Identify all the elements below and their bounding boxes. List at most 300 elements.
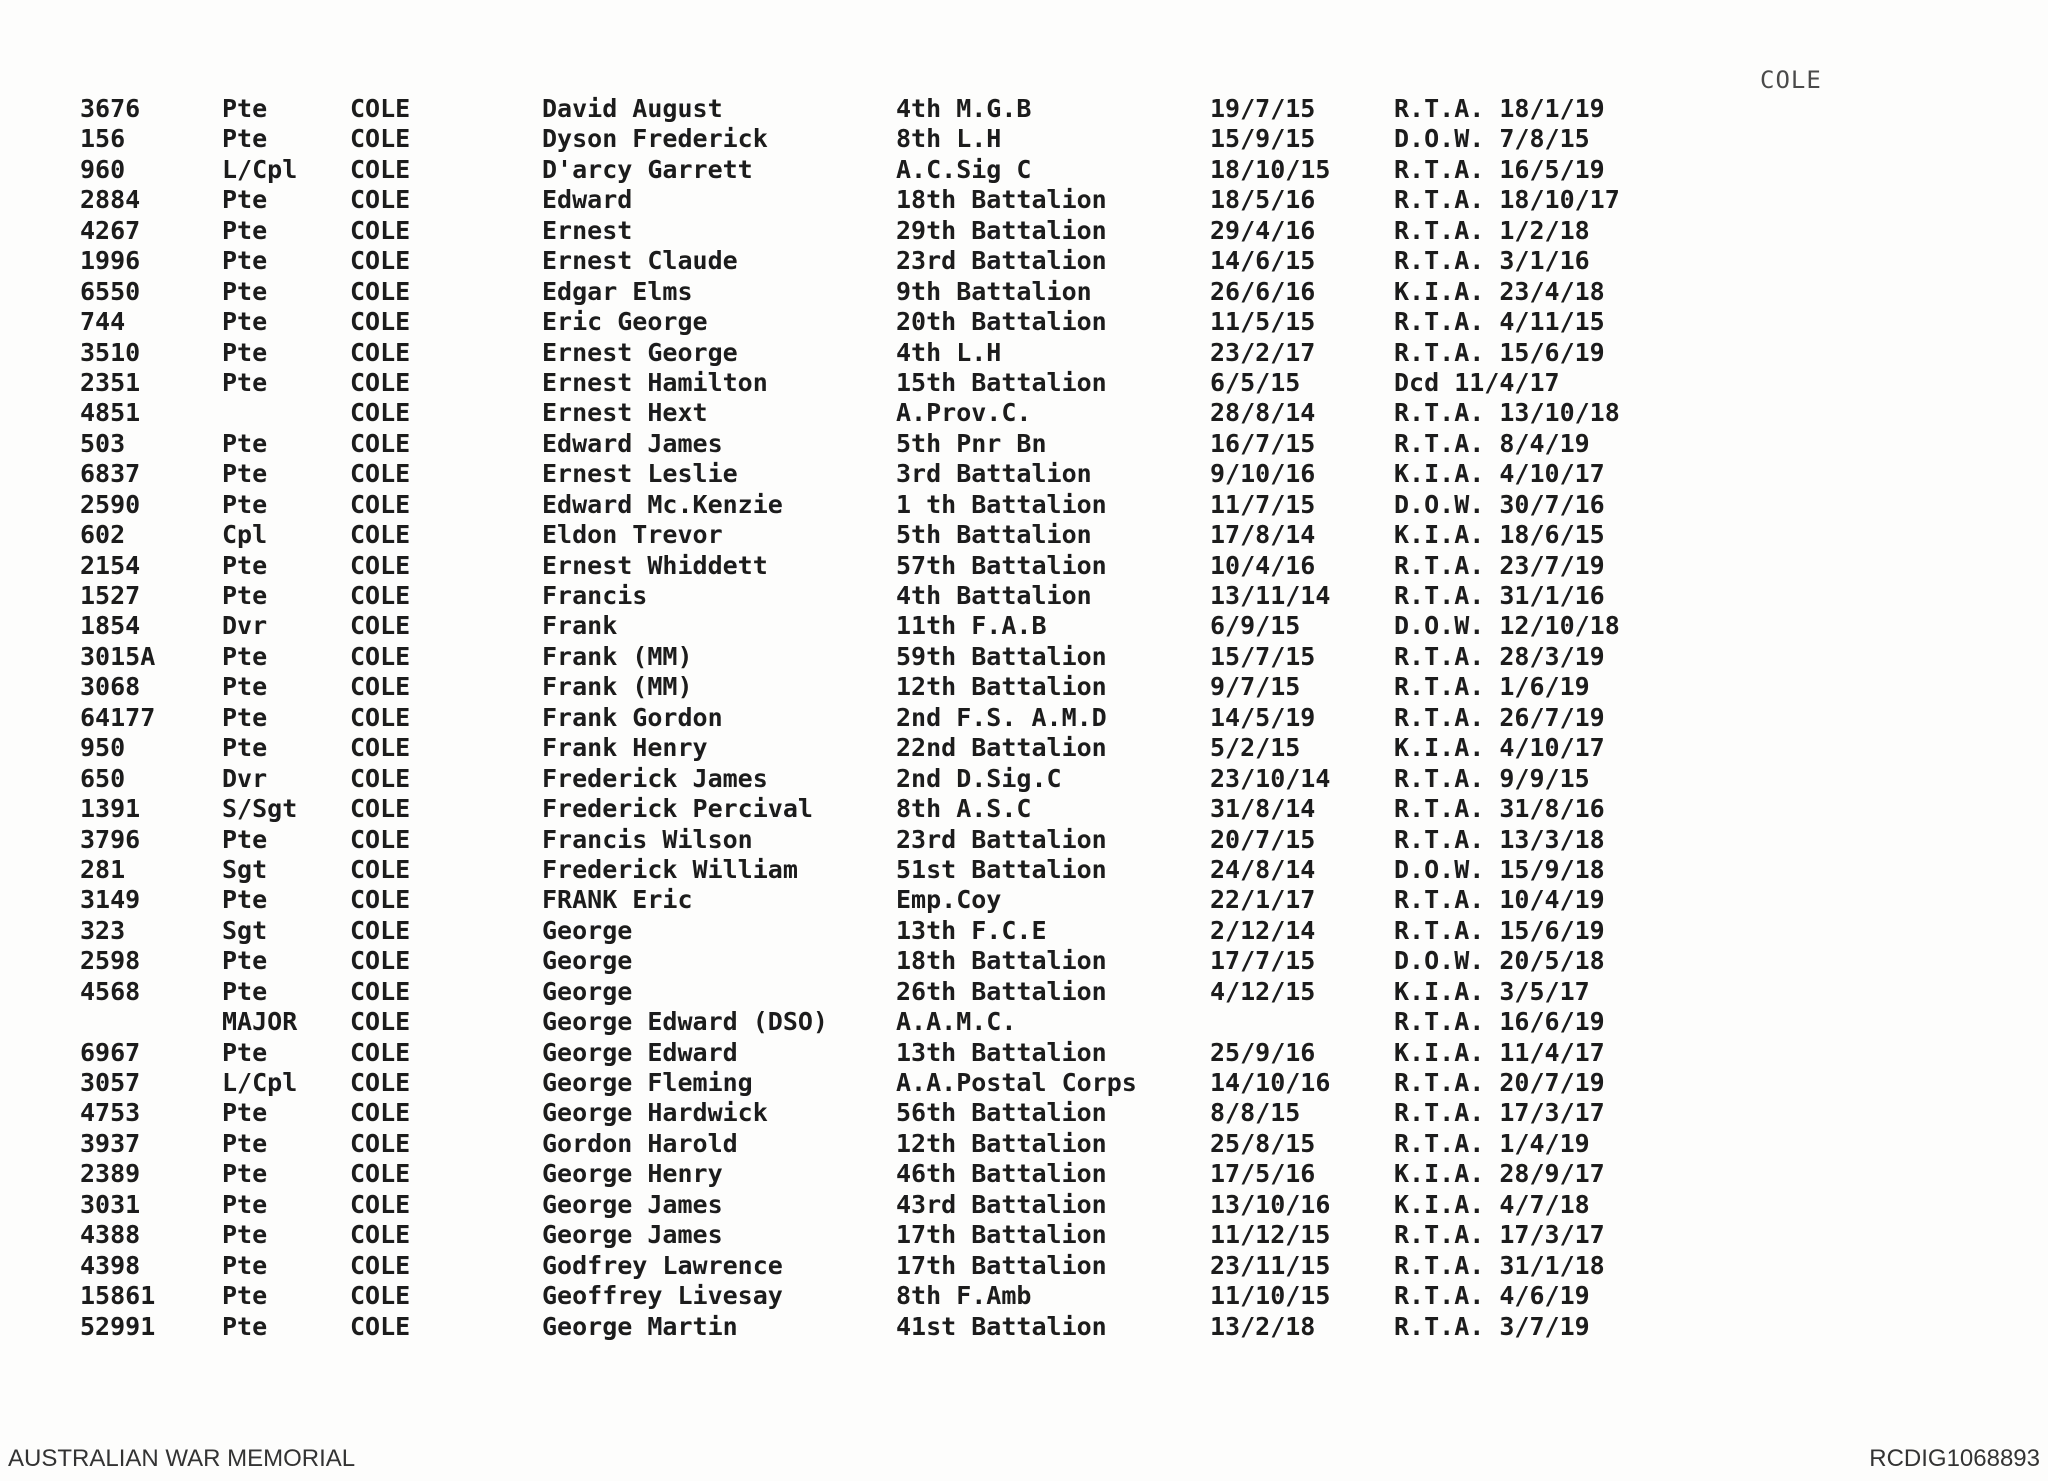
- unit: A.Prov.C.: [896, 398, 1032, 428]
- archive-credit: AUSTRALIAN WAR MEMORIAL: [8, 1445, 356, 1472]
- enlistment-date: 9/7/15: [1210, 672, 1301, 702]
- roll-row: [80, 246, 1980, 276]
- rank: Pte: [222, 307, 268, 337]
- enlistment-date: 23/11/15: [1210, 1250, 1331, 1280]
- given-names: Ernest Leslie: [542, 459, 738, 489]
- service-number: 4398: [80, 1250, 141, 1280]
- surname: COLE: [350, 459, 411, 489]
- surname: COLE: [350, 1098, 411, 1128]
- surname: COLE: [350, 1007, 411, 1037]
- fate: D.O.W. 20/5/18: [1394, 946, 1605, 976]
- roll-row: [80, 520, 1980, 550]
- given-names: Gordon Harold: [542, 1128, 738, 1158]
- given-names: George James: [542, 1189, 723, 1219]
- given-names: Edgar Elms: [542, 276, 693, 306]
- service-number: 1391: [80, 794, 141, 824]
- given-names: Frederick James: [542, 763, 768, 793]
- surname-header: COLE: [1760, 66, 1822, 94]
- rank: Pte: [222, 672, 268, 702]
- roll-row: [80, 611, 1980, 641]
- unit: 9th Battalion: [896, 276, 1092, 306]
- given-names: David August: [542, 94, 723, 123]
- rank: Pte: [222, 1220, 268, 1250]
- surname: COLE: [350, 672, 411, 702]
- surname: COLE: [350, 946, 411, 976]
- rank: Pte: [222, 976, 268, 1006]
- enlistment-date: 17/8/14: [1210, 520, 1316, 550]
- given-names: Ernest Hext: [542, 398, 708, 428]
- fate: R.T.A. 1/6/19: [1394, 672, 1590, 702]
- fate: R.T.A. 17/3/17: [1394, 1098, 1605, 1128]
- given-names: Francis Wilson: [542, 824, 753, 854]
- service-number: 3937: [80, 1128, 141, 1158]
- enlistment-date: 17/7/15: [1210, 946, 1316, 976]
- service-number: 4267: [80, 215, 141, 245]
- enlistment-date: 23/2/17: [1210, 337, 1316, 367]
- service-number: 4851: [80, 398, 141, 428]
- given-names: Geoffrey Livesay: [542, 1281, 783, 1311]
- surname: COLE: [350, 489, 411, 519]
- rank: Pte: [222, 733, 268, 763]
- enlistment-date: 5/2/15: [1210, 733, 1301, 763]
- rank: MAJOR: [222, 1007, 298, 1037]
- roll-row: [80, 368, 1980, 398]
- enlistment-date: 13/10/16: [1210, 1189, 1331, 1219]
- roll-row: [80, 1281, 1980, 1311]
- fate: R.T.A. 15/6/19: [1394, 915, 1605, 945]
- enlistment-date: 2/12/14: [1210, 915, 1316, 945]
- given-names: George Henry: [542, 1159, 723, 1189]
- fate: R.T.A. 10/4/19: [1394, 885, 1605, 915]
- surname: COLE: [350, 794, 411, 824]
- surname: COLE: [350, 976, 411, 1006]
- roll-row: [80, 1190, 1980, 1220]
- enlistment-date: 14/5/19: [1210, 702, 1316, 732]
- surname: COLE: [350, 1220, 411, 1250]
- roll-row: [80, 1220, 1980, 1250]
- fate: K.I.A. 18/6/15: [1394, 520, 1605, 550]
- roll-row: [80, 398, 1980, 428]
- fate: K.I.A. 28/9/17: [1394, 1159, 1605, 1189]
- service-number: 2351: [80, 367, 141, 397]
- enlistment-date: 16/7/15: [1210, 428, 1316, 458]
- enlistment-date: 23/10/14: [1210, 763, 1331, 793]
- unit: 29th Battalion: [896, 215, 1107, 245]
- unit: 17th Battalion: [896, 1220, 1107, 1250]
- given-names: Edward James: [542, 428, 723, 458]
- fate: R.T.A. 15/6/19: [1394, 337, 1605, 367]
- surname: COLE: [350, 550, 411, 580]
- roll-row: [80, 1129, 1980, 1159]
- service-number: 6550: [80, 276, 141, 306]
- fate: R.T.A. 13/3/18: [1394, 824, 1605, 854]
- roll-row: [80, 581, 1980, 611]
- rank: L/Cpl: [222, 1068, 298, 1097]
- unit: 4th L.H: [896, 337, 1002, 367]
- enlistment-date: 24/8/14: [1210, 854, 1316, 884]
- service-number: 4753: [80, 1098, 141, 1128]
- service-number: 323: [80, 915, 126, 945]
- roll-row: [80, 185, 1980, 215]
- fate: K.I.A. 4/10/17: [1394, 733, 1605, 763]
- given-names: D'arcy Garrett: [542, 154, 753, 184]
- unit: 18th Battalion: [896, 185, 1107, 215]
- enlistment-date: 8/8/15: [1210, 1098, 1301, 1128]
- service-number: 2884: [80, 185, 141, 215]
- enlistment-date: 31/8/14: [1210, 794, 1316, 824]
- service-number: 6837: [80, 459, 141, 489]
- given-names: Ernest Whiddett: [542, 550, 768, 580]
- given-names: George: [542, 946, 633, 976]
- given-names: George Martin: [542, 1311, 738, 1341]
- rank: Pte: [222, 581, 268, 610]
- unit: 8th A.S.C: [896, 794, 1032, 824]
- enlistment-date: 26/6/16: [1210, 276, 1316, 306]
- enlistment-date: 15/9/15: [1210, 124, 1316, 154]
- fate: R.T.A. 1/2/18: [1394, 215, 1590, 245]
- rank: Pte: [222, 1311, 268, 1341]
- given-names: Frederick William: [542, 854, 798, 884]
- enlistment-date: 11/12/15: [1210, 1220, 1331, 1250]
- enlistment-date: 11/7/15: [1210, 489, 1316, 519]
- fate: R.T.A. 31/1/18: [1394, 1250, 1605, 1280]
- rank: Pte: [222, 367, 268, 397]
- unit: 2nd D.Sig.C: [896, 763, 1062, 793]
- surname: COLE: [350, 276, 411, 306]
- fate: D.O.W. 7/8/15: [1394, 124, 1590, 154]
- given-names: George Hardwick: [542, 1098, 768, 1128]
- fate: R.T.A. 13/10/18: [1394, 398, 1620, 428]
- roll-row: [80, 551, 1980, 581]
- surname: COLE: [350, 1189, 411, 1219]
- rank: Dvr: [222, 611, 268, 641]
- given-names: George: [542, 915, 633, 945]
- rank: Pte: [222, 94, 268, 123]
- unit: 8th F.Amb: [896, 1281, 1032, 1311]
- surname: COLE: [350, 885, 411, 915]
- roll-row: [80, 124, 1980, 154]
- fate: R.T.A. 4/11/15: [1394, 307, 1605, 337]
- rank: Pte: [222, 246, 268, 276]
- given-names: George Fleming: [542, 1068, 753, 1097]
- enlistment-date: 22/1/17: [1210, 885, 1316, 915]
- surname: COLE: [350, 702, 411, 732]
- given-names: Dyson Frederick: [542, 124, 768, 154]
- rank: Pte: [222, 1037, 268, 1067]
- enlistment-date: 20/7/15: [1210, 824, 1316, 854]
- service-number: 602: [80, 520, 126, 550]
- enlistment-date: 28/8/14: [1210, 398, 1316, 428]
- given-names: Frederick Percival: [542, 794, 813, 824]
- surname: COLE: [350, 124, 411, 154]
- rank: Pte: [222, 1159, 268, 1189]
- fate: D.O.W. 15/9/18: [1394, 854, 1605, 884]
- service-number: 3149: [80, 885, 141, 915]
- given-names: Edward Mc.Kenzie: [542, 489, 783, 519]
- surname: COLE: [350, 581, 411, 610]
- rank: Pte: [222, 824, 268, 854]
- surname: COLE: [350, 763, 411, 793]
- service-number: 960: [80, 154, 126, 184]
- roll-row: [80, 672, 1980, 702]
- service-number: 2598: [80, 946, 141, 976]
- enlistment-date: 13/2/18: [1210, 1311, 1316, 1341]
- document-id: RCDIG1068893: [1869, 1445, 2040, 1472]
- roll-row: [80, 764, 1980, 794]
- rank: Pte: [222, 1281, 268, 1311]
- surname: COLE: [350, 428, 411, 458]
- fate: K.I.A. 23/4/18: [1394, 276, 1605, 306]
- roll-row: [80, 885, 1980, 915]
- given-names: FRANK Eric: [542, 885, 693, 915]
- service-number: 3068: [80, 672, 141, 702]
- roll-row: [80, 703, 1980, 733]
- unit: 26th Battalion: [896, 976, 1107, 1006]
- fate: R.T.A. 16/5/19: [1394, 154, 1605, 184]
- fate: R.T.A. 31/8/16: [1394, 794, 1605, 824]
- given-names: Frank Gordon: [542, 702, 723, 732]
- service-number: 3015A: [80, 641, 156, 671]
- fate: R.T.A. 1/4/19: [1394, 1128, 1590, 1158]
- rank: Pte: [222, 1128, 268, 1158]
- rank: Pte: [222, 276, 268, 306]
- unit: 43rd Battalion: [896, 1189, 1107, 1219]
- service-number: 503: [80, 428, 126, 458]
- roll-row: [80, 1251, 1980, 1281]
- service-number: 4568: [80, 976, 141, 1006]
- enlistment-date: 9/10/16: [1210, 459, 1316, 489]
- given-names: George Edward (DSO): [542, 1007, 828, 1037]
- surname: COLE: [350, 520, 411, 550]
- roll-row: [80, 977, 1980, 1007]
- surname: COLE: [350, 854, 411, 884]
- roll-row: [80, 1159, 1980, 1189]
- surname: COLE: [350, 1128, 411, 1158]
- roll-row: [80, 855, 1980, 885]
- enlistment-date: 18/10/15: [1210, 154, 1331, 184]
- unit: 11th F.A.B: [896, 611, 1047, 641]
- roll-row: [80, 825, 1980, 855]
- fate: R.T.A. 18/10/17: [1394, 185, 1620, 215]
- enlistment-date: 6/9/15: [1210, 611, 1301, 641]
- rank: Pte: [222, 337, 268, 367]
- unit: 57th Battalion: [896, 550, 1107, 580]
- given-names: Francis: [542, 581, 648, 610]
- rank: Pte: [222, 1098, 268, 1128]
- unit: 22nd Battalion: [896, 733, 1107, 763]
- service-number: 281: [80, 854, 126, 884]
- fate: R.T.A. 16/6/19: [1394, 1007, 1605, 1037]
- enlistment-date: 4/12/15: [1210, 976, 1316, 1006]
- rank: Cpl: [222, 520, 268, 550]
- enlistment-date: 18/5/16: [1210, 185, 1316, 215]
- given-names: George: [542, 976, 633, 1006]
- unit: A.A.M.C.: [896, 1007, 1017, 1037]
- surname: COLE: [350, 307, 411, 337]
- enlistment-date: 25/8/15: [1210, 1128, 1316, 1158]
- service-number: 1527: [80, 581, 141, 610]
- surname: COLE: [350, 733, 411, 763]
- enlistment-date: 10/4/16: [1210, 550, 1316, 580]
- fate: R.T.A. 28/3/19: [1394, 641, 1605, 671]
- surname: COLE: [350, 1250, 411, 1280]
- service-number: 64177: [80, 702, 156, 732]
- roll-row: [80, 490, 1980, 520]
- unit: 41st Battalion: [896, 1311, 1107, 1341]
- fate: K.I.A. 3/5/17: [1394, 976, 1590, 1006]
- unit: A.A.Postal Corps: [896, 1068, 1137, 1097]
- roll-row: [80, 1038, 1980, 1068]
- service-number: 3031: [80, 1189, 141, 1219]
- fate: K.I.A. 4/10/17: [1394, 459, 1605, 489]
- roll-row: [80, 94, 1980, 124]
- unit: Emp.Coy: [896, 885, 1002, 915]
- surname: COLE: [350, 1281, 411, 1311]
- unit: 4th Battalion: [896, 581, 1092, 610]
- service-number: 1996: [80, 246, 141, 276]
- rank: Pte: [222, 124, 268, 154]
- fate: Dcd 11/4/17: [1394, 367, 1560, 397]
- rank: Dvr: [222, 763, 268, 793]
- given-names: Frank: [542, 611, 618, 641]
- service-number: 4388: [80, 1220, 141, 1250]
- surname: COLE: [350, 94, 411, 123]
- service-number: 2389: [80, 1159, 141, 1189]
- fate: R.T.A. 4/6/19: [1394, 1281, 1590, 1311]
- roll-row: [80, 1098, 1980, 1128]
- roll-row: [80, 277, 1980, 307]
- rank: Sgt: [222, 915, 268, 945]
- given-names: Ernest George: [542, 337, 738, 367]
- given-names: Godfrey Lawrence: [542, 1250, 783, 1280]
- roll-row: [80, 642, 1980, 672]
- unit: 5th Pnr Bn: [896, 428, 1047, 458]
- rank: Pte: [222, 1189, 268, 1219]
- rank: L/Cpl: [222, 154, 298, 184]
- unit: 13th Battalion: [896, 1037, 1107, 1067]
- service-number: 156: [80, 124, 126, 154]
- roll-row: [80, 338, 1980, 368]
- enlistment-date: 11/10/15: [1210, 1281, 1331, 1311]
- unit: 17th Battalion: [896, 1250, 1107, 1280]
- roll-row: [80, 459, 1980, 489]
- enlistment-date: 29/4/16: [1210, 215, 1316, 245]
- surname: COLE: [350, 611, 411, 641]
- surname: COLE: [350, 398, 411, 428]
- fate: R.T.A. 26/7/19: [1394, 702, 1605, 732]
- fate: R.T.A. 17/3/17: [1394, 1220, 1605, 1250]
- rank: Pte: [222, 550, 268, 580]
- given-names: Frank Henry: [542, 733, 708, 763]
- surname: COLE: [350, 215, 411, 245]
- unit: 13th F.C.E: [896, 915, 1047, 945]
- enlistment-date: 17/5/16: [1210, 1159, 1316, 1189]
- unit: 12th Battalion: [896, 672, 1107, 702]
- service-number: 15861: [80, 1281, 156, 1311]
- rank: Pte: [222, 215, 268, 245]
- given-names: Eldon Trevor: [542, 520, 723, 550]
- fate: R.T.A. 23/7/19: [1394, 550, 1605, 580]
- given-names: Frank (MM): [542, 641, 693, 671]
- rank: Sgt: [222, 854, 268, 884]
- enlistment-date: 25/9/16: [1210, 1037, 1316, 1067]
- surname: COLE: [350, 915, 411, 945]
- roll-row: [80, 1068, 1980, 1098]
- service-number: 950: [80, 733, 126, 763]
- given-names: George James: [542, 1220, 723, 1250]
- service-number: 2590: [80, 489, 141, 519]
- unit: 5th Battalion: [896, 520, 1092, 550]
- roll-row: [80, 1312, 1980, 1342]
- unit: 20th Battalion: [896, 307, 1107, 337]
- rank: Pte: [222, 885, 268, 915]
- rank: Pte: [222, 946, 268, 976]
- given-names: Frank (MM): [542, 672, 693, 702]
- roll-row: [80, 429, 1980, 459]
- enlistment-date: 13/11/14: [1210, 581, 1331, 610]
- rank: Pte: [222, 185, 268, 215]
- unit: 4th M.G.B: [896, 94, 1032, 123]
- rank: Pte: [222, 641, 268, 671]
- roll-row: [80, 794, 1980, 824]
- service-number: 6967: [80, 1037, 141, 1067]
- fate: D.O.W. 30/7/16: [1394, 489, 1605, 519]
- unit: 1 th Battalion: [896, 489, 1107, 519]
- unit: 15th Battalion: [896, 367, 1107, 397]
- unit: 59th Battalion: [896, 641, 1107, 671]
- roll-row: [80, 307, 1980, 337]
- fate: R.T.A. 9/9/15: [1394, 763, 1590, 793]
- rank: S/Sgt: [222, 794, 298, 824]
- service-number: 650: [80, 763, 126, 793]
- surname: COLE: [350, 824, 411, 854]
- surname: COLE: [350, 154, 411, 184]
- enlistment-date: 15/7/15: [1210, 641, 1316, 671]
- roll-row: [80, 216, 1980, 246]
- fate: R.T.A. 3/7/19: [1394, 1311, 1590, 1341]
- fate: R.T.A. 3/1/16: [1394, 246, 1590, 276]
- unit: 56th Battalion: [896, 1098, 1107, 1128]
- service-number: 3057: [80, 1068, 141, 1097]
- roll-row: [80, 946, 1980, 976]
- rank: Pte: [222, 459, 268, 489]
- fate: D.O.W. 12/10/18: [1394, 611, 1620, 641]
- roll-row: [80, 1007, 1980, 1037]
- service-number: 3796: [80, 824, 141, 854]
- service-number: 2154: [80, 550, 141, 580]
- roll-row: [80, 155, 1980, 185]
- rank: Pte: [222, 1250, 268, 1280]
- unit: 23rd Battalion: [896, 246, 1107, 276]
- fate: R.T.A. 31/1/16: [1394, 581, 1605, 610]
- given-names: Ernest: [542, 215, 633, 245]
- unit: 46th Battalion: [896, 1159, 1107, 1189]
- enlistment-date: 14/10/16: [1210, 1068, 1331, 1097]
- unit: 8th L.H: [896, 124, 1002, 154]
- fate: R.T.A. 8/4/19: [1394, 428, 1590, 458]
- roll-row: [80, 733, 1980, 763]
- service-number: 3510: [80, 337, 141, 367]
- rank: Pte: [222, 428, 268, 458]
- unit: A.C.Sig C: [896, 154, 1032, 184]
- enlistment-date: 19/7/15: [1210, 94, 1316, 123]
- unit: 12th Battalion: [896, 1128, 1107, 1158]
- surname: COLE: [350, 1037, 411, 1067]
- given-names: Ernest Claude: [542, 246, 738, 276]
- unit: 51st Battalion: [896, 854, 1107, 884]
- roll-row: [80, 916, 1980, 946]
- surname: COLE: [350, 246, 411, 276]
